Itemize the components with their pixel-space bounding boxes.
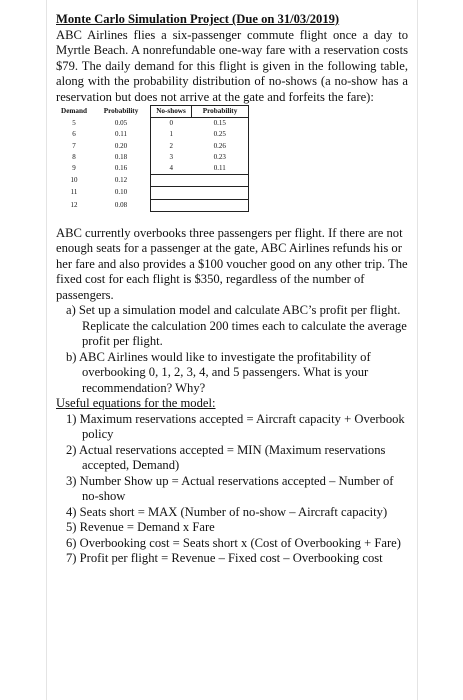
equation-item: 3) Number Show up = Actual reservations accepted – Number of no-show [66,473,394,504]
demand-cell: 9 [72,164,76,173]
question-part-a: a) Set up a simulation model and calculate ABC’s profit per flight. Replicate the calculation 200 times each to calculate the average profit per flight. [66,303,407,349]
spacer [56,212,408,226]
equation-item: 1) Maximum reservations accepted = Aircraft capacity + Overbook policy [66,411,405,442]
empty-noshow-cell [151,199,192,211]
header-noshows: No-shows [151,106,192,118]
table-row [56,129,249,140]
table-row [56,118,249,130]
equation-item: 2) Actual reservations accepted = MIN (Maximum reservations accepted, Demand) [66,442,386,473]
header-noshow-probability: Probability [192,106,249,118]
equation-item: 7) Profit per flight = Revenue – Fixed cost – Overbooking cost [66,551,383,566]
useful-equations-heading: Useful equations for the model: [56,396,216,411]
noshow-cell: 3 [151,152,192,163]
demand-probability-cell: 0.08 [114,200,128,209]
demand-probability-cell: 0.05 [114,119,128,128]
empty-noshow-probability-cell [192,187,249,199]
due-date: (Due on 31/03/2019) [228,12,340,26]
overbooking-paragraph: ABC currently overbooks three passengers per flight. If there are not enough seats for a passenger at the gate, ABC Airlines refunds his or her fare and also provides a $100 voucher good on any other trip. The fixed cost for each flight is $350, regardless of the number of passengers. [56,225,408,302]
table-row [56,163,249,175]
probability-table [56,105,249,212]
equations-list [56,412,408,567]
demand-cell: 5 [72,119,76,128]
question-part-b: b) ABC Airlines would like to investigate the profitability of overbooking 0, 1, 2, 3, 4, and 5 passengers. What is your recommendation? Why? [66,349,371,395]
document-content [56,12,408,567]
empty-noshow-cell [151,175,192,187]
noshow-probability-cell: 0.11 [192,163,249,175]
demand-probability-cell: 0.10 [114,188,128,197]
noshow-probability-cell: 0.23 [192,152,249,163]
empty-noshow-probability-cell [192,175,249,187]
noshow-probability-cell: 0.25 [192,129,249,140]
noshow-probability-cell: 0.26 [192,141,249,152]
demand-cell: 6 [72,130,76,139]
demand-cell: 10 [70,176,78,185]
title-text: Monte Carlo Simulation Project [56,12,229,26]
header-demand: Demand [61,107,87,116]
noshow-cell: 1 [151,129,192,140]
table-row [56,199,249,211]
header-demand-probability: Probability [103,107,139,116]
demand-cell: 7 [72,141,76,150]
equation-item: 4) Seats short = MAX (Number of no-show – Aircraft capacity) [66,504,388,519]
table-row [56,187,249,199]
noshow-cell: 2 [151,141,192,152]
equation-item: 6) Overbooking cost = Seats short x (Cost of Overbooking + Fare) [66,535,401,550]
demand-cell: 12 [70,200,78,209]
question-parts [56,303,408,396]
equation-item: 5) Revenue = Demand x Fare [66,520,215,535]
project-title [56,12,408,28]
noshow-cell: 4 [151,163,192,175]
demand-cell: 11 [70,188,78,197]
demand-probability-cell: 0.20 [114,141,128,150]
intro-paragraph: ABC Airlines flies a six-passenger commute flight once a day to Myrtle Beach. A nonrefundable one-way fare with a reservation costs $79. The daily demand for this flight is given in the following table, along with the probability distribution of no-shows (a no-show has a reservation but does not arrive at the gate and forfeits the fare): [56,27,408,104]
table-row [56,141,249,152]
demand-cell: 8 [72,152,76,161]
table-row [56,175,249,187]
table-row [56,152,249,163]
noshow-cell: 0 [151,118,192,130]
empty-noshow-cell [151,187,192,199]
demand-probability-cell: 0.18 [114,152,128,161]
demand-probability-cell: 0.11 [115,130,127,139]
demand-probability-cell: 0.16 [114,164,128,173]
empty-noshow-probability-cell [192,199,249,211]
noshow-probability-cell: 0.15 [192,118,249,130]
demand-probability-cell: 0.12 [114,176,128,185]
